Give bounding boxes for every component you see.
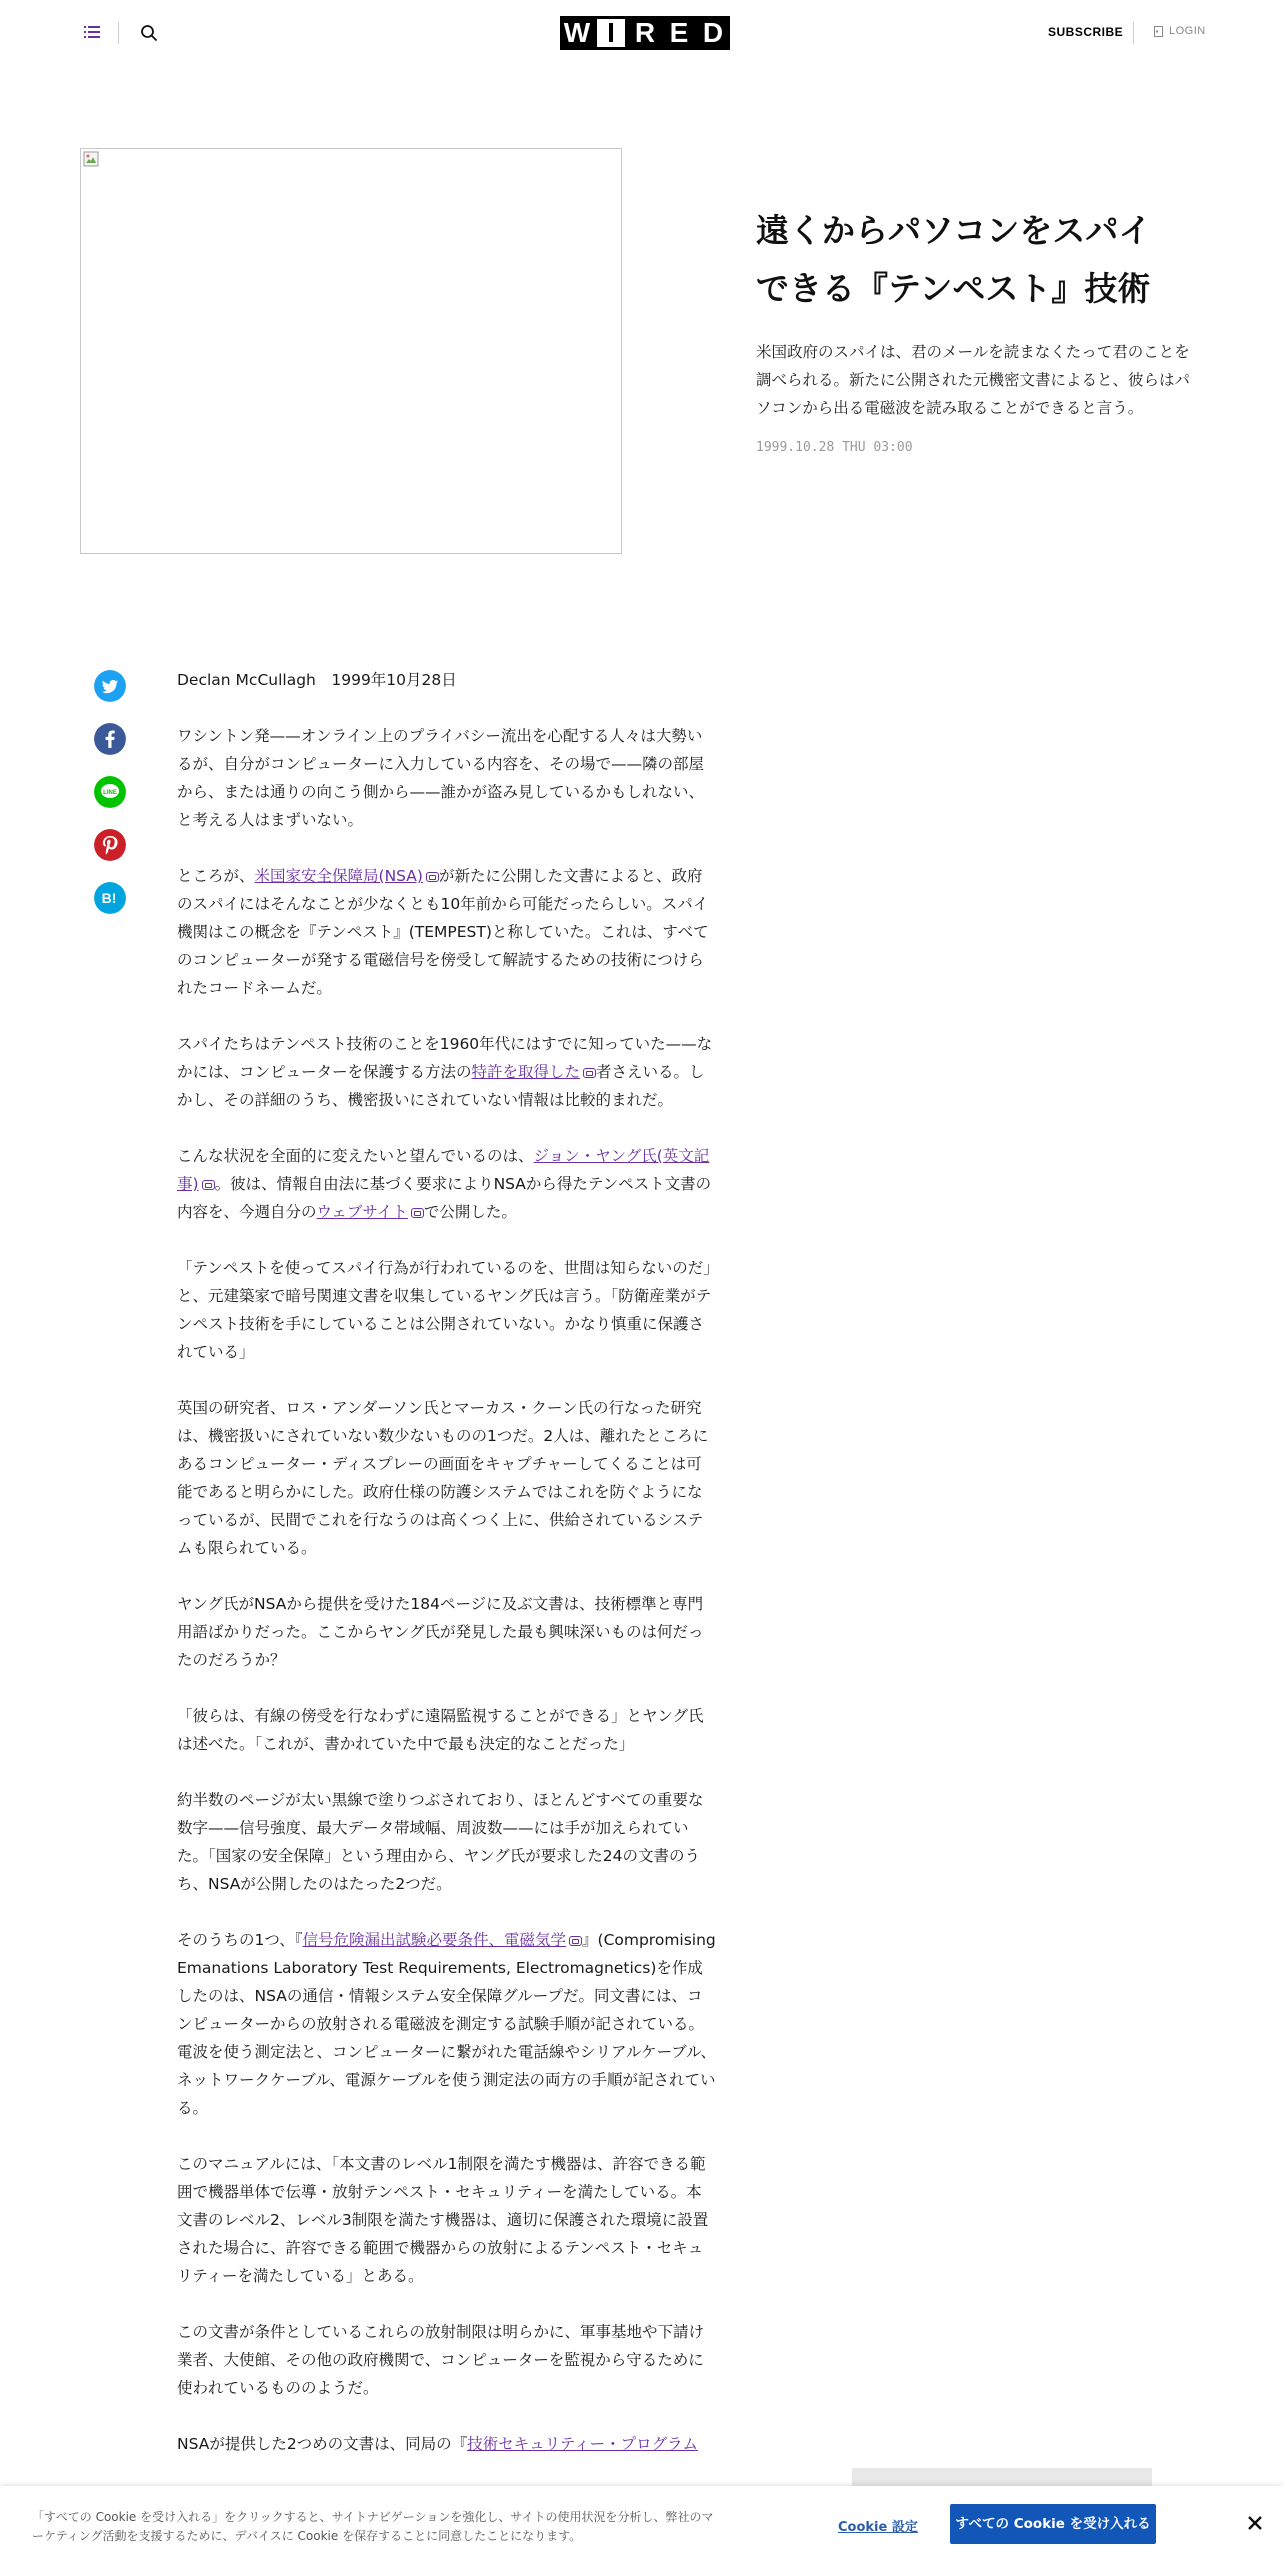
accept-all-cookies-button[interactable]: すべての Cookie を受け入れる	[950, 2504, 1156, 2544]
external-link-icon	[411, 1208, 424, 1218]
article-title	[756, 202, 1196, 318]
logo-letter: D	[696, 16, 730, 50]
article-hero-image	[80, 148, 622, 554]
text: ところが、	[177, 867, 255, 885]
paragraph: ワシントン発——オンライン上のプライバシー流出を心配する人々は大勢いるが、自分がコンピューターに入力している内容を、その場で——隣の部屋から、または通りの向こう側から——誰かが盗み見しているかもしれない、と考える人はまずいない。	[177, 727, 705, 829]
external-link-icon	[569, 1936, 582, 1946]
paragraph	[177, 862, 717, 1002]
hatena-icon[interactable]	[94, 882, 126, 914]
paragraph: このマニュアルには、「本文書のレベル1制限を満たす機器は、許容できる範囲で機器単体で伝導・放射テンペスト・セキュリティーを満たしている。本文書のレベル2、レベル3制限を満たす機器は、適切に保護された環境に設置された場合に、許容できる範囲で機器からの放射によるテンペスト・セキュリティーを満たしている」とある。	[177, 2155, 709, 2285]
paragraph: 「テンペストを使ってスパイ行為が行われているのを、世間は知らないのだ」と、元建築家で暗号関連文書を収集しているヤング氏は言う。「防衛産業がテンペスト技術を手にしていることは公開されていない。かなり慎重に保護されている」	[177, 1259, 712, 1361]
svg-text:LINE: LINE	[103, 790, 117, 796]
nsa-link[interactable]: 米国家安全保障局(NSA)	[254, 867, 423, 885]
menu-icon[interactable]	[84, 24, 100, 40]
text: スパイたちはテンペスト技術のことを1960年代にはすでに知っていた——なかには、コンピューターを保護する方法の	[177, 1035, 713, 1081]
paragraph: 約半数のページが太い黒線で塗りつぶされており、ほとんどすべての重要な数字——信号強度、最大データ帯域幅、周波数——には手が加えられていた。「国家の安全保障」という理由から、ヤング氏が要求した24の文書のうち、NSAが公開したのはたった2つだ。	[177, 1791, 704, 1893]
byline: Declan McCullagh 1999年10月28日	[177, 671, 457, 689]
security-program-link[interactable]: 技術セキュリティー・プログラム	[467, 2435, 698, 2453]
logo-letter: R	[628, 16, 662, 50]
subscribe-link[interactable]: SUBSCRIBE	[1048, 25, 1124, 39]
external-link-icon	[583, 1068, 596, 1078]
title-line: できる『テンペスト』技術	[756, 269, 1151, 308]
paragraph	[177, 1926, 717, 2122]
cookie-banner	[0, 2486, 1284, 2568]
paragraph: 英国の研究者、ロス・アンダーソン氏とマーカス・クーン氏の行なった研究は、機密扱いにされていない数少ないものの1つだ。2人は、離れたところにあるコンピューター・ディスプレーの画面をキャプチャーしてくることは可能であると明らかにした。政府仕様の防護システムではこれを防ぐようになっているが、民間でこれを行なうのは高くつく上に、供給されているシステムも限られている。	[177, 1399, 709, 1557]
login-label: LOGIN	[1169, 25, 1206, 37]
paragraph: ヤング氏がNSAから提供を受けた184ページに及ぶ文書は、技術標準と専門用語ばかりだった。ここからヤング氏が発見した最も興味深いものは何だったのだろうか？	[177, 1595, 704, 1669]
pinterest-icon[interactable]	[94, 829, 126, 861]
john-young-link[interactable]: ジョン・ヤング氏(英文記事)	[177, 1147, 710, 1193]
login-icon	[1154, 26, 1163, 37]
wired-logo[interactable]	[560, 16, 730, 50]
article-lead: 米国政府のスパイは、君のメールを読まなくたって君のことを調べられる。新たに公開された元機密文書によると、彼らはパソコンから出る電磁波を読み取ることができると言う。	[756, 343, 1191, 417]
twitter-icon[interactable]	[94, 670, 126, 702]
text: が新たに公開した文書によると、政府のスパイにはそんなことが少なくとも10年前から可能だったらしい。スパイ機関はこの概念を『テンペスト』(TEMPEST)と称していた。これは、すべてのコンピューターが発する電磁信号を傍受して解読するための技術につけられたコードネームだ。	[177, 867, 709, 997]
text: で公開した。	[423, 1203, 517, 1221]
close-icon[interactable]	[1244, 2512, 1266, 2534]
header-divider	[118, 22, 119, 44]
paragraph	[177, 1030, 717, 1114]
logo-letter: W	[560, 16, 594, 50]
paragraph: この文書が条件としているこれらの放射制限は明らかに、軍事基地や下請け業者、大使館、その他の政府機関で、コンピューターを監視から守るために使われているもののようだ。	[177, 2323, 705, 2397]
external-link-icon	[202, 1180, 215, 1190]
patent-link[interactable]: 特許を取得した	[471, 1063, 581, 1081]
article-body	[177, 666, 717, 2486]
external-link-icon	[426, 872, 439, 882]
text: 。彼は、情報自由法に基づく要求によりNSAから得たテンペスト文書の内容を、今週自分の	[177, 1175, 712, 1221]
login-link[interactable]	[1154, 25, 1206, 37]
header-divider	[1133, 22, 1134, 44]
logo-letter: E	[662, 16, 696, 50]
paragraph: 「彼らは、有線の傍受を行なわずに遠隔監視することができる」とヤング氏は述べた。「これが、書かれていた中で最も決定的なことだった」	[177, 1707, 704, 1753]
website-link[interactable]: ウェブサイト	[316, 1203, 408, 1221]
emanations-doc-link[interactable]: 信号危険漏出試験必要条件、電磁気学	[302, 1931, 567, 1949]
publish-date: 1999.10.28 THU 03:00	[756, 440, 913, 455]
paragraph	[177, 1142, 717, 1226]
search-icon[interactable]	[140, 24, 158, 42]
cookie-settings-link[interactable]: Cookie 設定	[838, 2520, 918, 2535]
paragraph	[177, 2430, 717, 2458]
text: こんな状況を全面的に変えたいと望んでいるのは、	[177, 1147, 534, 1165]
text: そのうちの1つ、『	[177, 1931, 303, 1949]
line-icon[interactable]	[94, 776, 126, 808]
facebook-icon[interactable]	[94, 723, 126, 755]
text: NSAが提供した2つめの文書は、同局の『	[177, 2435, 468, 2453]
title-line: 遠くからパソコンをスパイ	[756, 211, 1152, 250]
cookie-text: 「すべての Cookie を受け入れる」をクリックすると、サイトナビゲーションを強化し、サイトの使用状況を分析し、弊社のマーケティング活動を支援するために、デバイスに Cookie を保存することに同意したことになります。	[32, 2510, 714, 2543]
broken-image-icon	[83, 151, 99, 167]
site-header	[0, 0, 1284, 68]
svg-text:B!: B!	[101, 890, 117, 906]
text: 』(Compromising Emanations Laboratory Test Requirements, Electromagnetics)を作成したのは、NSAの通信・情報システム安全保障グループだ。同文書には、コンピューターからの放射される電磁波を測定する試験手順が記されている。電波を使う測定法と、コンピューターに繋がれた電話線やシリアルケーブル、ネットワークケーブル、電源ケーブルを使う測定法の両方の手順が記されている。	[177, 1931, 716, 2117]
text: 者さえいる。しかし、その詳細のうち、機密扱いにされていない情報は比較的まれだ。	[177, 1063, 705, 1109]
logo-letter: I	[594, 16, 628, 50]
